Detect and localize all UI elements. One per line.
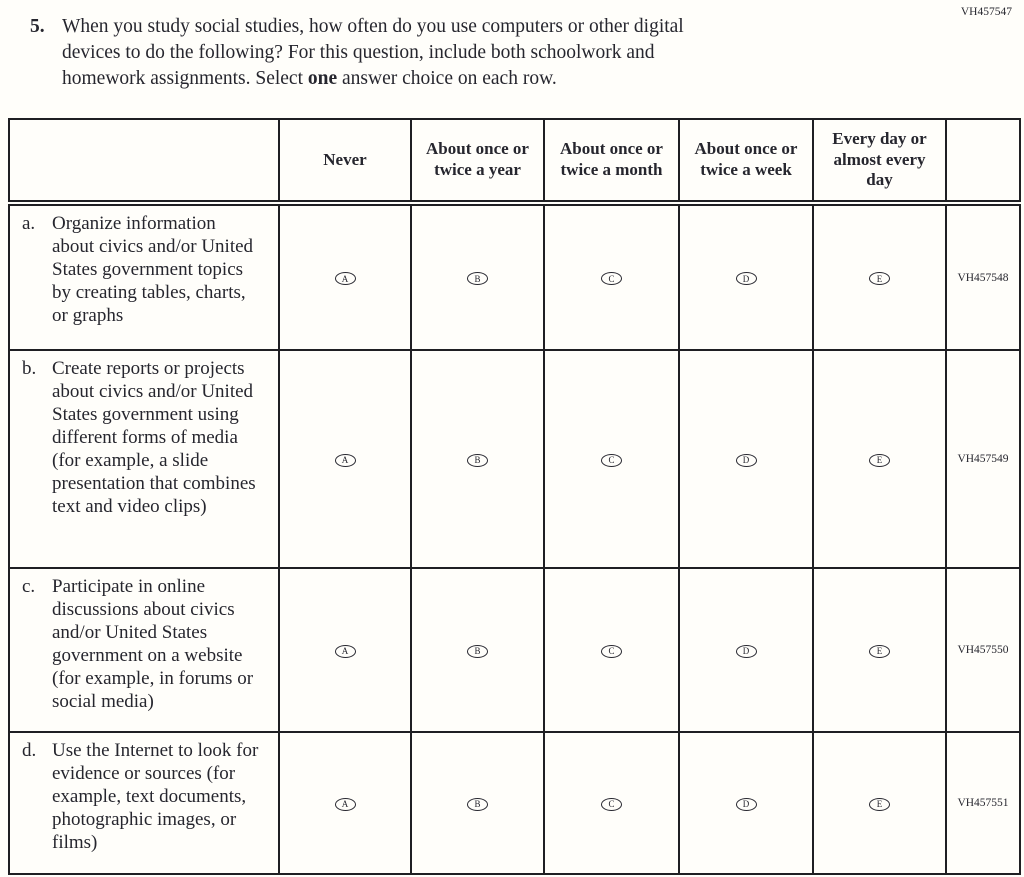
row-a-letter: a. — [22, 213, 36, 234]
question-number: 5. — [30, 16, 45, 37]
question-line-1: When you study social studies, how often do you use computers or other digital — [62, 16, 684, 37]
cell-d-year — [411, 732, 544, 874]
statement-a — [9, 203, 279, 350]
page-id-code: VH457547 — [960, 6, 1012, 18]
question-line-3 — [62, 66, 860, 92]
header-every-day: Every day or almost every day — [813, 119, 946, 203]
cell-a-never — [279, 203, 411, 350]
cell-b-week — [679, 350, 813, 568]
cell-b-year — [411, 350, 544, 568]
row-c-code: VH457550 — [946, 568, 1020, 732]
header-statement-blank — [9, 119, 279, 203]
header-code-blank — [946, 119, 1020, 203]
row-b-code: VH457549 — [946, 350, 1020, 568]
statement-b — [9, 350, 279, 568]
row-b-letter: b. — [22, 358, 37, 379]
row-a-text: Organize information about civics and/or United States government topics by creating tables, charts, or graphs — [52, 213, 254, 326]
header-once-twice-year: About once or twice a year — [411, 119, 544, 203]
question-line-2: devices to do the following? For this question, include both schoolwork and — [62, 42, 655, 63]
choice-bubble-a-C[interactable]: C — [601, 272, 622, 285]
row-b-text: Create reports or projects about civics and/or United States government using different forms of media (for example, a slide presentation that combines text and video clips) — [52, 358, 256, 517]
row-c-text: Participate in online discussions about civics and/or United States government on a website (for example, in forums or social media) — [52, 576, 254, 712]
choice-bubble-c-B[interactable]: B — [467, 645, 488, 658]
row-d-letter: d. — [22, 740, 37, 761]
row-a-code: VH457548 — [946, 203, 1020, 350]
choice-bubble-d-D[interactable]: D — [736, 798, 757, 811]
row-d-code: VH457551 — [946, 732, 1020, 874]
choice-bubble-b-B[interactable]: B — [467, 454, 488, 467]
choice-bubble-d-E[interactable]: E — [869, 798, 890, 811]
row-d-text: Use the Internet to look for evidence or sources (for example, text documents, photographic images, or films) — [52, 740, 259, 853]
choice-bubble-c-C[interactable]: C — [601, 645, 622, 658]
question-line-3-start: homework assignments. Select — [62, 68, 308, 89]
cell-a-week — [679, 203, 813, 350]
table-row-a — [9, 203, 1020, 350]
cell-c-month — [544, 568, 679, 732]
cell-c-everyday — [813, 568, 946, 732]
choice-bubble-d-C[interactable]: C — [601, 798, 622, 811]
choice-bubble-d-A[interactable]: A — [335, 798, 356, 811]
header-once-twice-week: About once or twice a week — [679, 119, 813, 203]
table-row-d — [9, 732, 1020, 874]
cell-a-year — [411, 203, 544, 350]
choice-bubble-b-A[interactable]: A — [335, 454, 356, 467]
row-c-letter: c. — [22, 576, 36, 597]
header-never: Never — [279, 119, 411, 203]
statement-c — [9, 568, 279, 732]
table-row-b — [9, 350, 1020, 568]
choice-bubble-c-D[interactable]: D — [736, 645, 757, 658]
question-line-3-end: answer choice on each row. — [337, 68, 557, 89]
cell-d-never — [279, 732, 411, 874]
choice-bubble-a-B[interactable]: B — [467, 272, 488, 285]
choice-bubble-a-E[interactable]: E — [869, 272, 890, 285]
cell-d-everyday — [813, 732, 946, 874]
cell-d-week — [679, 732, 813, 874]
cell-c-never — [279, 568, 411, 732]
choice-bubble-b-E[interactable]: E — [869, 454, 890, 467]
cell-c-week — [679, 568, 813, 732]
answer-table — [8, 118, 1021, 875]
cell-d-month — [544, 732, 679, 874]
choice-bubble-a-A[interactable]: A — [335, 272, 356, 285]
choice-bubble-c-E[interactable]: E — [869, 645, 890, 658]
question-bold-word: one — [307, 68, 338, 89]
cell-a-month — [544, 203, 679, 350]
cell-c-year — [411, 568, 544, 732]
header-row — [9, 119, 1020, 203]
choice-bubble-b-C[interactable]: C — [601, 454, 622, 467]
choice-bubble-b-D[interactable]: D — [736, 454, 757, 467]
question-block — [30, 14, 860, 92]
cell-b-month — [544, 350, 679, 568]
cell-a-everyday — [813, 203, 946, 350]
choice-bubble-a-D[interactable]: D — [736, 272, 757, 285]
choice-bubble-d-B[interactable]: B — [467, 798, 488, 811]
choice-bubble-c-A[interactable]: A — [335, 645, 356, 658]
table-row-c — [9, 568, 1020, 732]
statement-d — [9, 732, 279, 874]
cell-b-never — [279, 350, 411, 568]
question-text — [62, 14, 860, 92]
cell-b-everyday — [813, 350, 946, 568]
header-once-twice-month: About once or twice a month — [544, 119, 679, 203]
